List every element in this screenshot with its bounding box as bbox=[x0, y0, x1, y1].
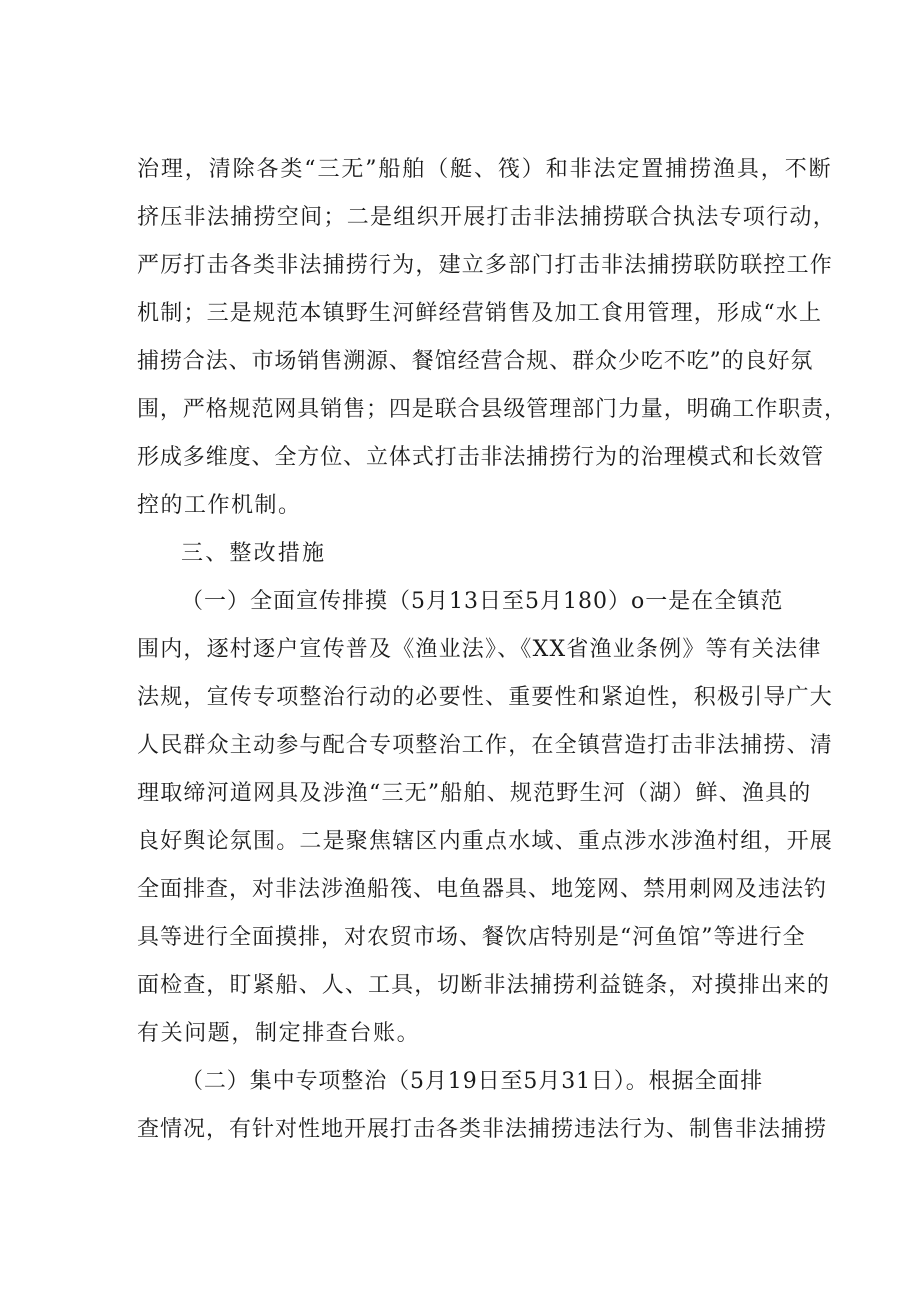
paragraph-line: 面检查，盯紧船、人、工具，切断非法捕捞利益链条，对摸排出来的 bbox=[137, 973, 831, 998]
paragraph-line: （二）集中专项整治（5月19日至5月31日）。根据全面排 bbox=[181, 1069, 764, 1094]
paragraph-line: 法规，宣传专项整治行动的必要性、重要性和紧迫性，积极引导广大 bbox=[137, 685, 834, 710]
paragraph-line: 全面排查，对非法涉渔船筏、电鱼器具、地笼网、禁用刺网及违法钓 bbox=[137, 877, 828, 902]
section-heading: 三、整改措施 bbox=[181, 541, 327, 566]
paragraph-line: 治理，清除各类“三无”船舶（艇、筏）和非法定置捕捞渔具，不断 bbox=[137, 157, 833, 182]
paragraph-line: 理取缔河道网具及涉渔“三无”船舶、规范野生河（湖）鲜、渔具的 bbox=[137, 781, 812, 806]
paragraph-line: 控的工作机制。 bbox=[137, 493, 302, 518]
paragraph-line: 围，严格规范网具销售；四是联合县级管理部门力量，明确工作职责， bbox=[137, 397, 847, 422]
paragraph-line: 有关问题，制定排查台账。 bbox=[137, 1021, 421, 1046]
paragraph-line: 机制；三是规范本镇野生河鲜经营销售及加工食用管理，形成“水上 bbox=[137, 301, 823, 326]
paragraph-line: 捕捞合法、市场销售溯源、餐馆经营合规、群众少吃不吃”的良好氛 bbox=[137, 349, 814, 374]
paragraph-line: 挤压非法捕捞空间；二是组织开展打击非法捕捞联合执法专项行动， bbox=[137, 205, 837, 230]
paragraph-line: 查情况，有针对性地开展打击各类非法捕捞违法行为、制售非法捕捞 bbox=[137, 1117, 828, 1142]
paragraph-line: 围内，逐村逐户宣传普及《渔业法》、《XX省渔业条例》等有关法律 bbox=[137, 637, 822, 662]
paragraph-line: 人民群众主动参与配合专项整治工作，在全镇营造打击非法捕捞、清 bbox=[137, 733, 834, 758]
paragraph-line: 具等进行全面摸排，对农贸市场、餐饮店特别是“河鱼馆”等进行全 bbox=[137, 925, 806, 950]
paragraph-line: 严厉打击各类非法捕捞行为，建立多部门打击非法捕捞联防联控工作 bbox=[137, 253, 834, 278]
paragraph-line: （一）全面宣传排摸（5月13日至5月180）o一是在全镇范 bbox=[181, 589, 784, 614]
paragraph-line: 形成多维度、全方位、立体式打击非法捕捞行为的治理模式和长效管 bbox=[137, 445, 825, 470]
paragraph-line: 良好舆论氛围。二是聚焦辖区内重点水域、重点涉水涉渔村组，开展 bbox=[137, 829, 834, 854]
